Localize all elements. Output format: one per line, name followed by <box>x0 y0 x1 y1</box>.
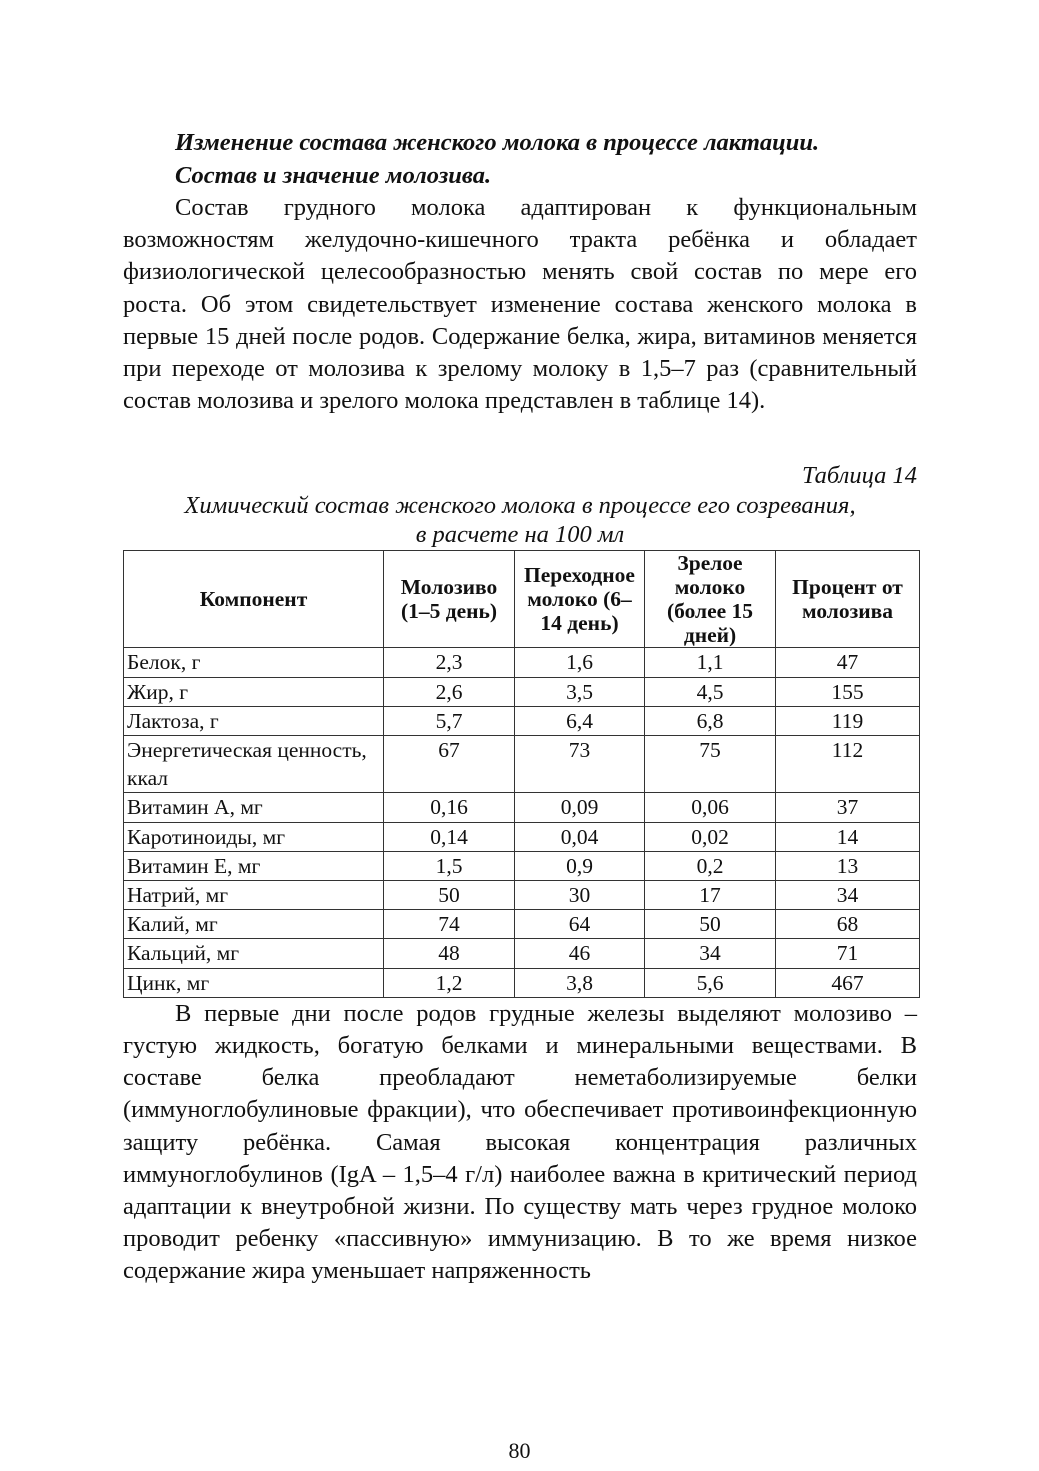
table-cell-value: 13 <box>776 851 920 880</box>
table-row <box>124 793 920 822</box>
table-cell-value: 73 <box>515 736 645 793</box>
section-heading-line-2: Состав и значение молозива. <box>175 162 492 189</box>
table-cell-value: 48 <box>384 939 515 968</box>
table-cell-value: 0,16 <box>384 793 515 822</box>
table-cell-value: 50 <box>645 910 776 939</box>
table-cell-value: 0,14 <box>384 822 515 851</box>
table-cell-component: Лактоза, г <box>124 706 384 735</box>
table-cell-value: 46 <box>515 939 645 968</box>
header-component: Компонент <box>124 551 384 648</box>
table-cell-value: 64 <box>515 910 645 939</box>
table-cell-component: Витамин А, мг <box>124 793 384 822</box>
table-cell-value: 0,04 <box>515 822 645 851</box>
table-cell-value: 17 <box>645 881 776 910</box>
table-cell-value: 14 <box>776 822 920 851</box>
table-cell-value: 155 <box>776 677 920 706</box>
table-cell-value: 3,8 <box>515 968 645 997</box>
table-cell-value: 50 <box>384 881 515 910</box>
table-title-line-2: в расчете на 100 мл <box>415 521 625 549</box>
page-content <box>123 126 917 1288</box>
section-heading-line-1: Изменение состава женского молока в процессе лактации. <box>175 129 820 156</box>
table-cell-value: 2,6 <box>384 677 515 706</box>
table-cell-value: 75 <box>645 736 776 793</box>
table-row <box>124 648 920 677</box>
table-number: Таблица 14 <box>801 462 917 490</box>
table-cell-value: 71 <box>776 939 920 968</box>
table-cell-value: 1,5 <box>384 851 515 880</box>
table-cell-value: 34 <box>645 939 776 968</box>
table-cell-component: Калий, мг <box>124 910 384 939</box>
composition-table <box>123 550 920 997</box>
table-body <box>124 648 920 997</box>
table-cell-value: 74 <box>384 910 515 939</box>
table-row <box>124 706 920 735</box>
table-cell-value: 34 <box>776 881 920 910</box>
table-cell-value: 5,7 <box>384 706 515 735</box>
table-row <box>124 851 920 880</box>
table-cell-component: Натрий, мг <box>124 881 384 910</box>
table-cell-value: 0,06 <box>645 793 776 822</box>
table-cell-value: 68 <box>776 910 920 939</box>
header-percent: Процент от молозива <box>776 551 920 648</box>
table-cell-value: 0,09 <box>515 793 645 822</box>
table-cell-value: 30 <box>515 881 645 910</box>
table-row <box>124 677 920 706</box>
paragraph-intro: Состав грудного молока адаптирован к функциональным возможностям желудочно-кишечного тракта ребёнка и обладает физиологической целесообразностью менять свой состав по мере его роста. Об этом свидетельствует изменение состава женского молока в первые 15 дней после родов. Содержание белка, жира, витаминов меняется при переходе от молозива к зрелому молоку в 1,5–7 раз (сравнительный состав молозива и зрелого молока представлен в таблице 14). <box>123 194 917 415</box>
table-cell-value: 119 <box>776 706 920 735</box>
table-cell-value: 0,2 <box>645 851 776 880</box>
table-cell-value: 6,8 <box>645 706 776 735</box>
table-cell-component: Витамин Е, мг <box>124 851 384 880</box>
table-cell-value: 5,6 <box>645 968 776 997</box>
table-cell-component: Энергетическая ценность, ккал <box>124 736 384 793</box>
table-header-row <box>124 551 920 648</box>
page-number: 80 <box>508 1438 531 1463</box>
table-row <box>124 736 920 793</box>
table-cell-component: Цинк, мг <box>124 968 384 997</box>
table-cell-value: 0,9 <box>515 851 645 880</box>
paragraph-colostrum: В первые дни после родов грудные железы выделяют молозиво – густую жидкость, богатую белками и минеральными веществами. В составе белка преобладают неметаболизируемые белки (иммуноглобулиновые фракции), что обеспечивает противоинфекционную защиту ребёнка. Самая высокая концентрация различных иммуноглобулинов (IgA – 1,5–4 г/л) наиболее важна в критический период адаптации к внеутробной жизни. По существу мать через грудное молоко проводит ребенку «пассивную» иммунизацию. В то же время низкое содержание жира уменьшает напряженность <box>123 999 917 1285</box>
table-row <box>124 881 920 910</box>
table-cell-value: 4,5 <box>645 677 776 706</box>
table-cell-value: 3,5 <box>515 677 645 706</box>
header-colostrum: Молозиво (1–5 день) <box>384 551 515 648</box>
table-cell-component: Каротиноиды, мг <box>124 822 384 851</box>
table-cell-value: 6,4 <box>515 706 645 735</box>
table-cell-value: 1,6 <box>515 648 645 677</box>
table-cell-component: Белок, г <box>124 648 384 677</box>
table-row <box>124 910 920 939</box>
table-cell-value: 2,3 <box>384 648 515 677</box>
table-title-line-1: Химический состав женского молока в процессе его созревания, <box>184 492 856 520</box>
table-row <box>124 968 920 997</box>
header-transitional: Переходное молоко (6–14 день) <box>515 551 645 648</box>
table-cell-value: 1,1 <box>645 648 776 677</box>
table-cell-value: 1,2 <box>384 968 515 997</box>
header-mature: Зрелое молоко (более 15 дней) <box>645 551 776 648</box>
table-cell-value: 0,02 <box>645 822 776 851</box>
table-cell-component: Жир, г <box>124 677 384 706</box>
table-cell-value: 47 <box>776 648 920 677</box>
table-cell-value: 37 <box>776 793 920 822</box>
table-cell-component: Кальций, мг <box>124 939 384 968</box>
table-cell-value: 112 <box>776 736 920 793</box>
table-cell-value: 467 <box>776 968 920 997</box>
section-heading <box>123 126 917 192</box>
table-row <box>124 939 920 968</box>
table-cell-value: 67 <box>384 736 515 793</box>
table-row <box>124 822 920 851</box>
